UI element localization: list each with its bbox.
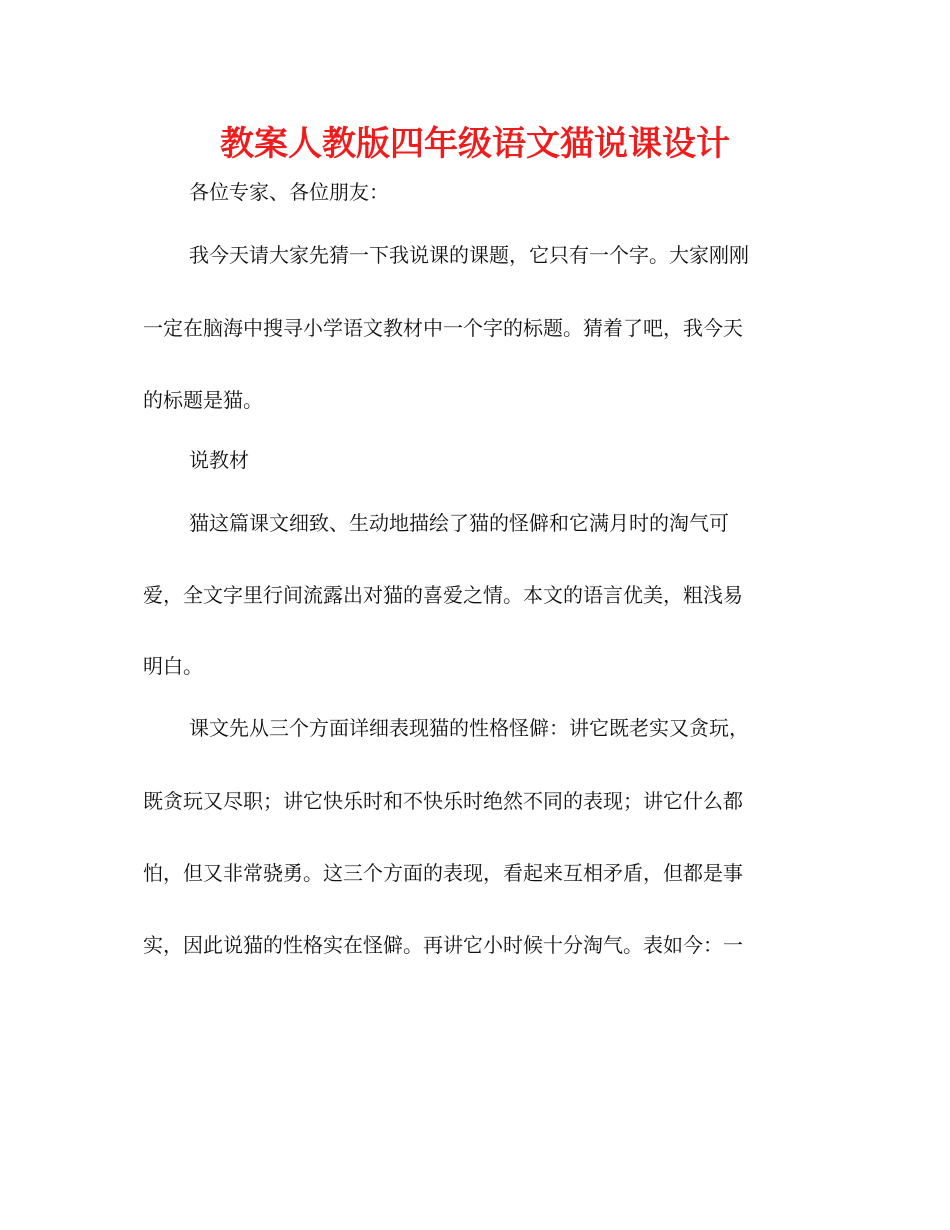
paragraph-line: 实，因此说猫的性格实在怪僻。再讲它小时候十分淘气。表如今：一 <box>143 933 743 957</box>
section-heading: 说教材 <box>189 448 249 472</box>
paragraph-line: 明白。 <box>143 654 203 678</box>
greeting-line: 各位专家、各位朋友： <box>189 180 389 204</box>
paragraph-line: 课文先从三个方面详细表现猫的性格怪僻：讲它既老实又贪玩， <box>189 716 749 740</box>
paragraph-line: 的标题是猫。 <box>143 388 263 412</box>
paragraph-line: 爱，全文字里行间流露出对猫的喜爱之情。本文的语言优美，粗浅易 <box>143 583 743 607</box>
page-title: 教案人教版四年级语文猫说课设计 <box>220 124 730 164</box>
paragraph-line: 一定在脑海中搜寻小学语文教材中一个字的标题。猜着了吧，我今天 <box>143 316 743 340</box>
paragraph-line: 怕，但又非常骁勇。这三个方面的表现，看起来互相矛盾，但都是事 <box>143 861 743 885</box>
paragraph-line: 既贪玩又尽职；讲它快乐时和不快乐时绝然不同的表现；讲它什么都 <box>143 789 743 813</box>
paragraph-line: 我今天请大家先猜一下我说课的课题，它只有一个字。大家刚刚 <box>189 243 749 267</box>
paragraph-line: 猫这篇课文细致、生动地描绘了猫的怪僻和它满月时的淘气可 <box>189 511 729 535</box>
